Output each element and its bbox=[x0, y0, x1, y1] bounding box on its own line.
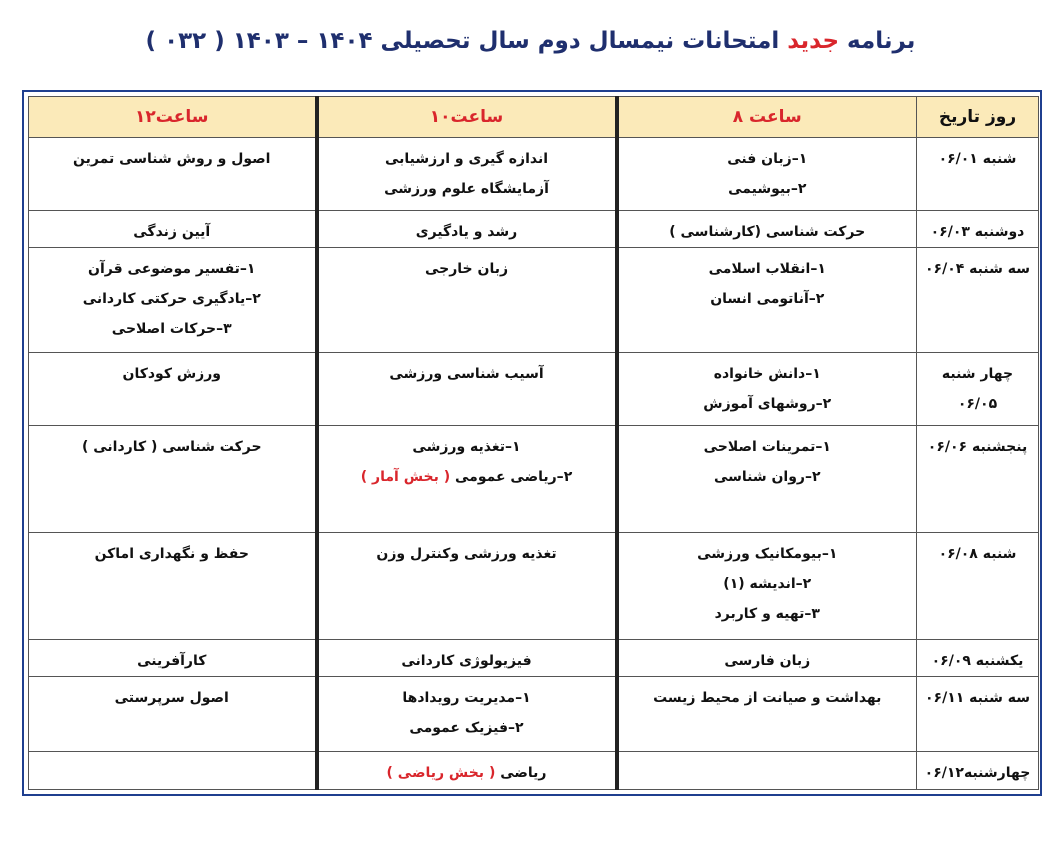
cell-10: زبان خارجی bbox=[317, 247, 617, 352]
table-row bbox=[29, 210, 1039, 247]
cell-12: اصول و روش شناسی تمرین bbox=[29, 138, 317, 211]
table-row bbox=[29, 751, 1039, 789]
cell-10: رشد و یادگیری bbox=[317, 210, 617, 247]
cell-8: ۱–دانش خانواده ۲–روشهای آموزش bbox=[617, 352, 917, 425]
table-row bbox=[29, 247, 1039, 352]
cell-8: بهداشت و صیانت از محیط زیست bbox=[617, 676, 917, 751]
title-part1: برنامه bbox=[839, 28, 916, 54]
cell-12: ۱–تفسیر موضوعی قرآن ۲–یادگیری حرکتی کاردانی ۳–حرکات اصلاحی bbox=[29, 247, 317, 352]
cell-day: شنبه ۰۶/۰۱ bbox=[917, 138, 1039, 211]
title-highlight: جدید bbox=[787, 28, 840, 54]
cell-12 bbox=[29, 751, 317, 789]
cell-day: دوشنبه ۰۶/۰۳ bbox=[917, 210, 1039, 247]
cell-day: چهار شنبه ۰۶/۰۵ bbox=[917, 352, 1039, 425]
exam-schedule-table bbox=[28, 96, 1039, 790]
cell-8: ۱–انقلاب اسلامی ۲–آناتومی انسان bbox=[617, 247, 917, 352]
cell-12: آیین زندگی bbox=[29, 210, 317, 247]
cell-10: آسیب شناسی ورزشی bbox=[317, 352, 617, 425]
cell-day: یکشنبه ۰۶/۰۹ bbox=[917, 639, 1039, 676]
table-row bbox=[29, 425, 1039, 532]
cell-8: زبان فارسی bbox=[617, 639, 917, 676]
cell-8: ۱–زبان فنی ۲–بیوشیمی bbox=[617, 138, 917, 211]
header-12: ساعت۱۲ bbox=[29, 97, 317, 138]
table-row bbox=[29, 138, 1039, 211]
table-row bbox=[29, 676, 1039, 751]
cell-day: چهارشنبه۰۶/۱۲ bbox=[917, 751, 1039, 789]
cell-10: ۱–تغذیه ورزشی ۲–ریاضی عمومی ( بخش آمار ) bbox=[317, 425, 617, 532]
cell-10: ریاضی ( بخش ریاضی ) bbox=[317, 751, 617, 789]
cell-10: ۱–مدیریت رویدادها ۲–فیزیک عمومی bbox=[317, 676, 617, 751]
cell-8: ۱–بیومکانیک ورزشی ۲–اندیشه (۱) ۳–تهیه و کاربرد bbox=[617, 532, 917, 639]
header-10: ساعت۱۰ bbox=[317, 97, 617, 138]
cell-10: فیزیولوژی کاردانی bbox=[317, 639, 617, 676]
table-row bbox=[29, 639, 1039, 676]
cell-12: اصول سرپرستی bbox=[29, 676, 317, 751]
header-row bbox=[29, 97, 1039, 138]
cell-12: ورزش کودکان bbox=[29, 352, 317, 425]
cell-12: حرکت شناسی ( کاردانی ) bbox=[29, 425, 317, 532]
table-row bbox=[29, 352, 1039, 425]
header-8: ساعت ۸ bbox=[617, 97, 917, 138]
cell-8: حرکت شناسی (کارشناسی ) bbox=[617, 210, 917, 247]
cell-day: سه شنبه ۰۶/۱۱ bbox=[917, 676, 1039, 751]
header-day: روز تاریخ bbox=[917, 97, 1039, 138]
cell-day: پنجشنبه ۰۶/۰۶ bbox=[917, 425, 1039, 532]
table-row bbox=[29, 532, 1039, 639]
title-part2: امتحانات نیمسال دوم سال تحصیلی ۱۴۰۴ – ۱۴۰۳ ( ۰۳۲ ) bbox=[145, 28, 788, 54]
schedule-frame bbox=[22, 90, 1042, 796]
cell-8: ۱–تمرینات اصلاحی ۲–روان شناسی bbox=[617, 425, 917, 532]
page-title bbox=[0, 28, 1061, 54]
cell-10: تغذیه ورزشی وکنترل وزن bbox=[317, 532, 617, 639]
cell-12: حفظ و نگهداری اماکن bbox=[29, 532, 317, 639]
cell-12: کارآفرینی bbox=[29, 639, 317, 676]
cell-day: شنبه ۰۶/۰۸ bbox=[917, 532, 1039, 639]
cell-day: سه شنبه ۰۶/۰۴ bbox=[917, 247, 1039, 352]
cell-8 bbox=[617, 751, 917, 789]
cell-10: اندازه گیری و ارزشیابی آزمایشگاه علوم ورزشی bbox=[317, 138, 617, 211]
